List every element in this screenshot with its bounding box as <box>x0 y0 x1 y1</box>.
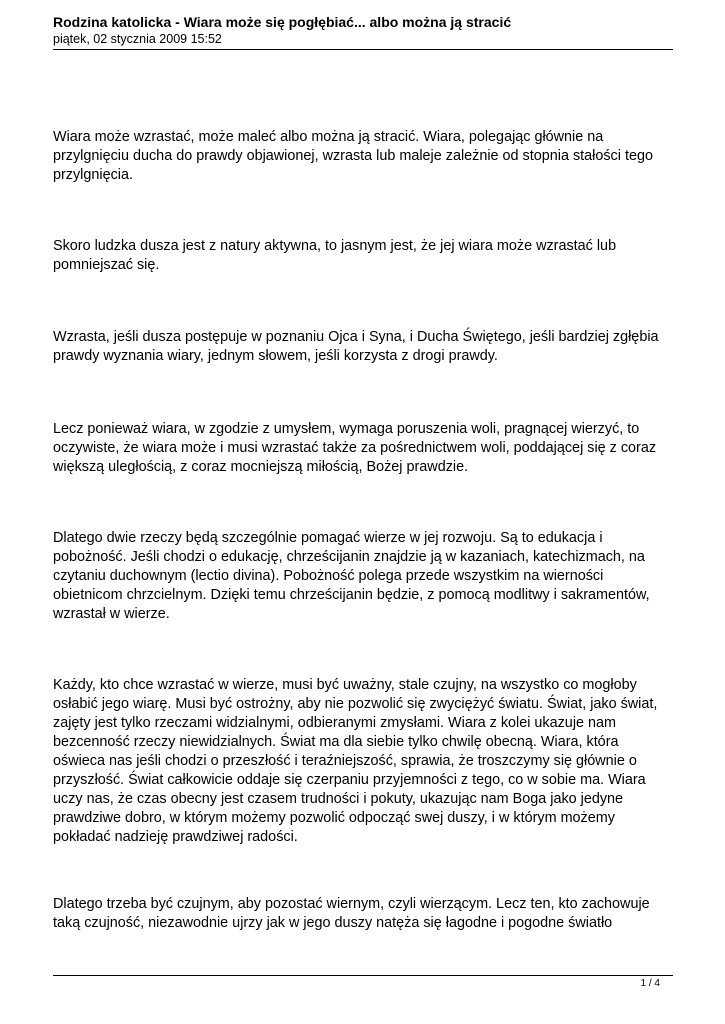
paragraph-line: przylgnięciu ducha do prawdy objawionej, wzrasta lub maleje zależnie od stopnia stałości tego <box>53 148 653 164</box>
paragraph <box>53 420 656 477</box>
paragraph-line: Wiara może wzrastać, może maleć albo można ją stracić. Wiara, polegając głównie na <box>53 129 604 145</box>
paragraph <box>53 237 616 275</box>
paragraph <box>53 328 659 366</box>
paragraph-line: czytaniu duchownym (lectio divina). Pobożność polega przede wszystkim na wierności <box>53 568 604 584</box>
page-number: 1 / 4 <box>640 978 660 989</box>
header-divider <box>53 49 673 50</box>
paragraph-line: osłabić jego wiarę. Musi być ostrożny, aby nie pozwolić się zwyciężyć światu. Świat, jako świat, <box>53 696 658 712</box>
paragraph-line: Dlatego dwie rzeczy będą szczególnie pomagać wierze w jej rozwoju. Są to edukacja i <box>53 530 603 546</box>
paragraph-line: przylgnięcia. <box>53 167 133 183</box>
paragraph-line: przyszłość. Świat całkowicie oddaje się czerpaniu przyjemności z tego, co w sobie ma. Wiara <box>53 772 646 788</box>
paragraph-line: pomniejszać się. <box>53 257 160 273</box>
paragraph-line: oczywiste, że wiara może i musi wzrastać także za pośrednictwem woli, poddającej się z coraz <box>53 440 657 456</box>
footer-divider <box>53 975 673 976</box>
paragraph-line: wzrastał w wierze. <box>53 606 170 622</box>
paragraph-line: zajęty jest tylko rzeczami widzialnymi, odbieranymi zmysłami. Wiara z kolei ukazuje nam <box>53 715 617 731</box>
paragraph <box>53 676 657 847</box>
paragraph-line: oświeca nas jeśli chodzi o przeszłość i teraźniejszość, sprawia, że troszczymy się głównie o <box>53 753 637 769</box>
paragraph-line: taką czujność, niezawodnie ujrzy jak w jego duszy natęża się łagodne i pogodne światło <box>53 915 613 931</box>
paragraph-line: prawdziwe dobro, w którym możemy pozwolić odpocząć swej duszy, i w którym możemy <box>53 810 615 826</box>
paragraph <box>53 128 653 185</box>
paragraph-line: Każdy, kto chce wzrastać w wierze, musi być uważny, stale czujny, na wszystko co mogłoby <box>53 677 637 693</box>
paragraph-line: Skoro ludzka dusza jest z natury aktywna, to jasnym jest, że jej wiara może wzrastać lub <box>53 238 617 254</box>
paragraph-line: pokładać nadzieję prawdziwej radości. <box>53 829 298 845</box>
paragraph-line: Lecz ponieważ wiara, w zgodzie z umysłem, wymaga poruszenia woli, pragnącej wierzyć, to <box>53 421 640 437</box>
paragraph-line: uczy nas, że czas obecny jest czasem trudności i pokuty, ukazując nam Boga jako jedyne <box>53 791 624 807</box>
page-header <box>53 14 673 47</box>
paragraph-line: Wzrasta, jeśli dusza postępuje w poznaniu Ojca i Syna, i Ducha Świętego, jeśli bardziej zgłębia <box>53 329 659 345</box>
paragraph-line: większą uległością, z coraz mocniejszą miłością, Bożej prawdzie. <box>53 459 469 475</box>
paragraph-line: Dlatego trzeba być czujnym, aby pozostać wiernym, czyli wierzącym. Lecz ten, kto zachowuje <box>53 896 650 912</box>
paragraph-line: pobożność. Jeśli chodzi o edukację, chrześcijanin znajdzie ją w kazaniach, katechizmach, na <box>53 549 645 565</box>
paragraph <box>53 529 650 624</box>
paragraph-line: prawdy wyznania wiary, jednym słowem, jeśli korzysta z drogi prawdy. <box>53 348 498 364</box>
paragraph <box>53 895 650 933</box>
paragraph-line: obietnicom chrzcielnym. Dzięki temu chrześcijanin będzie, z pomocą modlitwy i sakramentów, <box>53 587 650 603</box>
document-title: Rodzina katolicka - Wiara może się pogłębiać... albo można ją stracić <box>53 14 512 30</box>
paragraph-line: bezcenność rzeczy niewidzialnych. Świat ma dla siebie tylko chwilę obecną. Wiara, która <box>53 734 619 750</box>
document-date: piątek, 02 stycznia 2009 15:52 <box>53 32 222 46</box>
